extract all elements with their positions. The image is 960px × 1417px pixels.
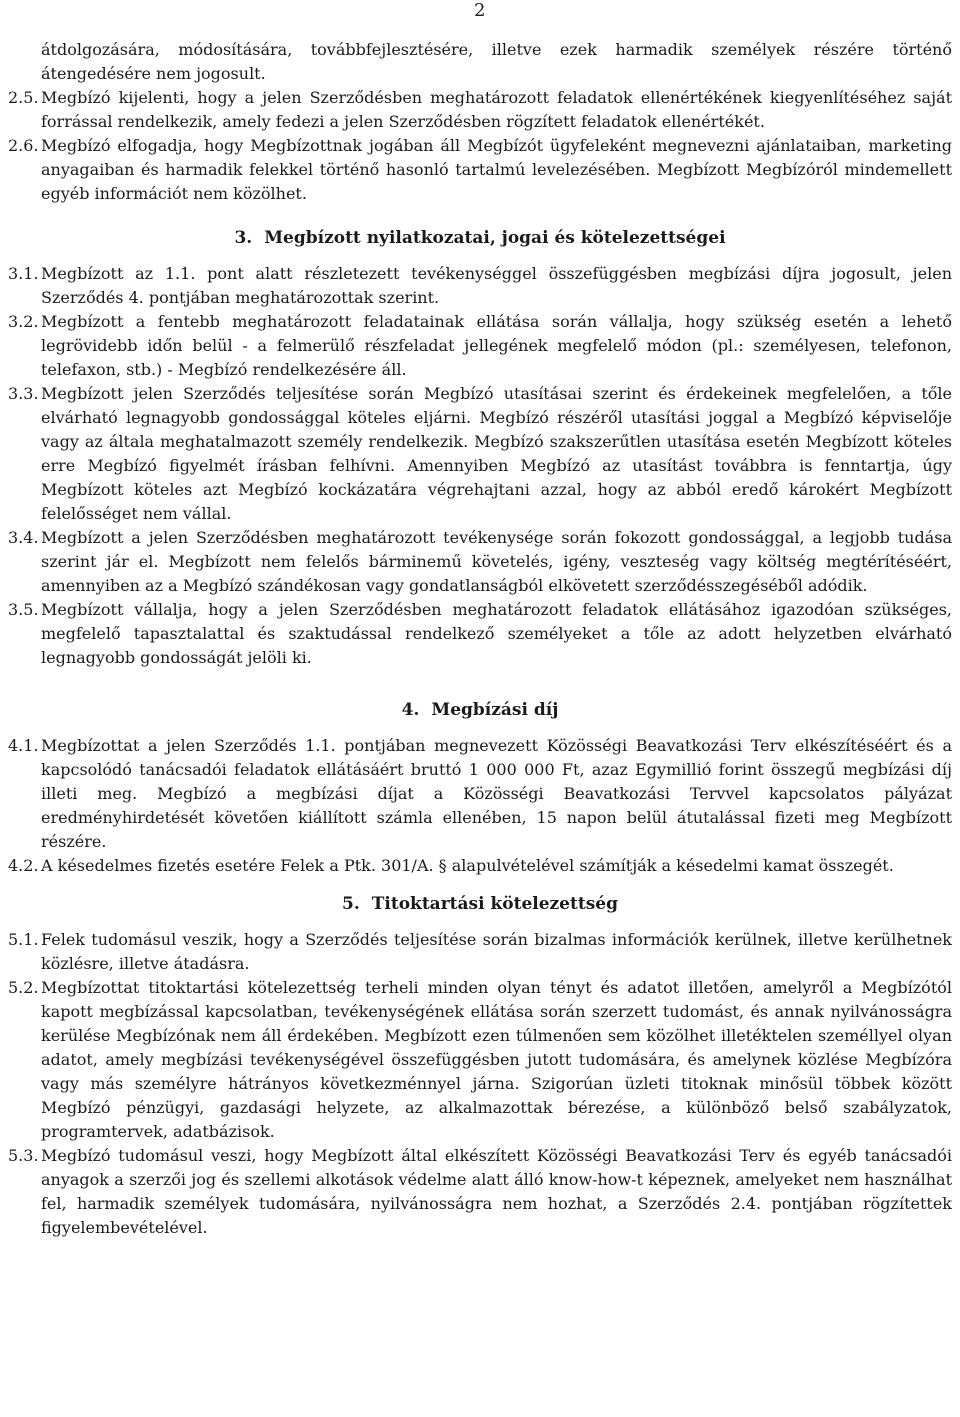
intro-continuation-paragraph [8,38,952,86]
clause-text: Megbízottat a jelen Szerződés 1.1. pontjában megnevezett Közösségi Beavatkozási Terv elkészítéséért és a kapcsolódó tanácsadói feladatok ellátásáért bruttó 1 000 000 Ft, azaz Egymillió forint összegű megbízási díj illeti meg. Megbízó a megbízási díjat a Közösségi Beavatkozási Tervvel kapcsolatos pályázat eredményhirdetését követően kiállított számla ellenében, 15 napon belül átutalással fizeti meg Megbízott részére. [41,736,952,851]
section-title: Megbízott nyilatkozatai, jogai és kötelezettségei [264,228,726,248]
clause-4-1 [8,734,952,854]
section-number: 5. [342,894,360,914]
page-number: 2 [474,0,486,21]
clause-number: 4.1. [8,736,39,755]
clause-number: 2.5. [8,88,39,107]
clause-text: Megbízott vállalja, hogy a jelen Szerződésben meghatározott feladatok ellátásához igazodóan szükséges, megfelelő tapasztalattal és szaktudással rendelkező személyeket a tőle az adott helyzetben elvárható legnagyobb gondosságát jelöli ki. [41,600,952,667]
section-title: Titoktartási kötelezettség [371,894,618,914]
clause-5-1 [8,928,952,976]
clause-4-2 [8,854,952,878]
clause-number: 3.4. [8,528,39,547]
clause-3-1 [8,262,952,310]
clause-number: 3.5. [8,600,39,619]
section-4-heading [8,698,952,722]
clause-number: 2.6. [8,136,39,155]
section-number: 4. [401,700,420,720]
clause-text: Megbízó elfogadja, hogy Megbízottnak jogában áll Megbízót ügyfeleként megnevezni ajánlataiban, marketing anyagaiban és harmadik felekkel történő hasonló tartalmú levelezésében. Megbízott Megbízóról mindemellett egyéb információt nem közölhet. [41,136,952,203]
paragraph-text: átdolgozására, módosítására, továbbfejlesztésére, illetve ezek harmadik személyek részére történő átengedésére nem jogosult. [41,40,952,83]
clause-text: Felek tudomásul veszik, hogy a Szerződés teljesítése során bizalmas információk kerülnek, illetve kerülhetnek közlésre, illetve átadásra. [41,930,952,973]
clause-number: 4.2. [8,856,39,875]
clause-text: Megbízott a fentebb meghatározott feladatainak ellátása során vállalja, hogy szükség esetén a lehető legrövidebb időn belül - a felmerülő részfeladat jellegének megfelelő módon (pl.: személyesen, telefonon, telefaxon, stb.) - Megbízó rendelkezésére áll. [41,312,952,379]
section-5-heading [8,892,952,916]
clause-3-2 [8,310,952,382]
clause-number: 3.2. [8,312,39,331]
clause-5-2 [8,976,952,1144]
clause-number: 5.2. [8,978,39,997]
clause-3-3 [8,382,952,526]
clause-number: 5.3. [8,1146,39,1165]
clause-2-5 [8,86,952,134]
section-3-heading [8,226,952,250]
clause-text: Megbízott az 1.1. pont alatt részletezett tevékenységgel összefüggésben megbízási díjra jogosult, jelen Szerződés 4. pontjában meghatározottak szerint. [41,264,952,307]
clause-text: A késedelmes fizetés esetére Felek a Ptk. 301/A. § alapulvételével számítják a késedelmi kamat összegét. [41,856,894,875]
clause-text: Megbízó kijelenti, hogy a jelen Szerződésben meghatározott feladatok ellenértékének kiegyenlítéséhez saját forrással rendelkezik, amely fedezi a jelen Szerződésben rögzített feladatok ellenértékét. [41,88,952,131]
clause-text: Megbízó tudomásul veszi, hogy Megbízott által elkészített Közösségi Beavatkozási Terv és egyéb tanácsadói anyagok a szerzői jog és szellemi alkotások védelme alatt álló know-how-t képeznek, amelyeket nem használhat fel, harmadik személyek tudomására, nyilvánosságra nem hozhat, a Szerződés 2.4. pontjában rögzítettek figyelembevételével. [41,1146,952,1237]
clause-text: Megbízott a jelen Szerződésben meghatározott tevékenysége során fokozott gondossággal, a legjobb tudása szerint jár el. Megbízott nem felelős bárminemű követelés, igény, veszteség vagy költség megtérítéséért, amennyiben az a Megbízó szándékosan vagy gondatlanságból elkövetett szerződésszegéséből adódik. [41,528,952,595]
document-body [8,38,952,1240]
clause-number: 3.1. [8,264,39,283]
clause-text: Megbízott jelen Szerződés teljesítése során Megbízó utasításai szerint és érdekeinek megfelelően, a tőle elvárható legnagyobb gondossággal köteles eljárni. Megbízó részéről utasítási joggal a Megbízó képviselője vagy az általa meghatalmazott személy rendelkezik. Megbízó szakszerűtlen utasítása esetén Megbízott köteles erre Megbízó figyelmét írásban felhívni. Amennyiben Megbízó az utasítást továbbra is fenntartja, úgy Megbízott köteles azt Megbízó kockázatára végrehajtani azzal, hogy az abból eredő károkért Megbízott felelősséget nem vállal. [41,384,952,523]
section-number: 3. [234,228,253,248]
clause-number: 3.3. [8,384,39,403]
clause-2-6 [8,134,952,206]
clause-5-3 [8,1144,952,1240]
clause-text: Megbízottat titoktartási kötelezettség terheli minden olyan tényt és adatot illetően, amelyről a Megbízótól kapott megbízással kapcsolatban, tevékenységének ellátása során szerzett tudomást, és annak nyilvánosságra kerülése Megbízónak nem áll érdekében. Megbízott ezen túlmenően sem közölhet illetéktelen személlyel olyan adatot, amely megbízási tevékenységével összefüggésben jutott tudomására, és amelynek közlése Megbízóra vagy más személyre hátrányos következménnyel járna. Szigorúan üzleti titoknak minősül többek között Megbízó pénzügyi, gazdasági helyzete, az alkalmazottak bérezése, a különböző belső szabályzatok, programtervek, adatbázisok. [41,978,952,1141]
clause-number: 5.1. [8,930,39,949]
section-title: Megbízási díj [431,700,559,720]
clause-3-4 [8,526,952,598]
clause-3-5 [8,598,952,670]
